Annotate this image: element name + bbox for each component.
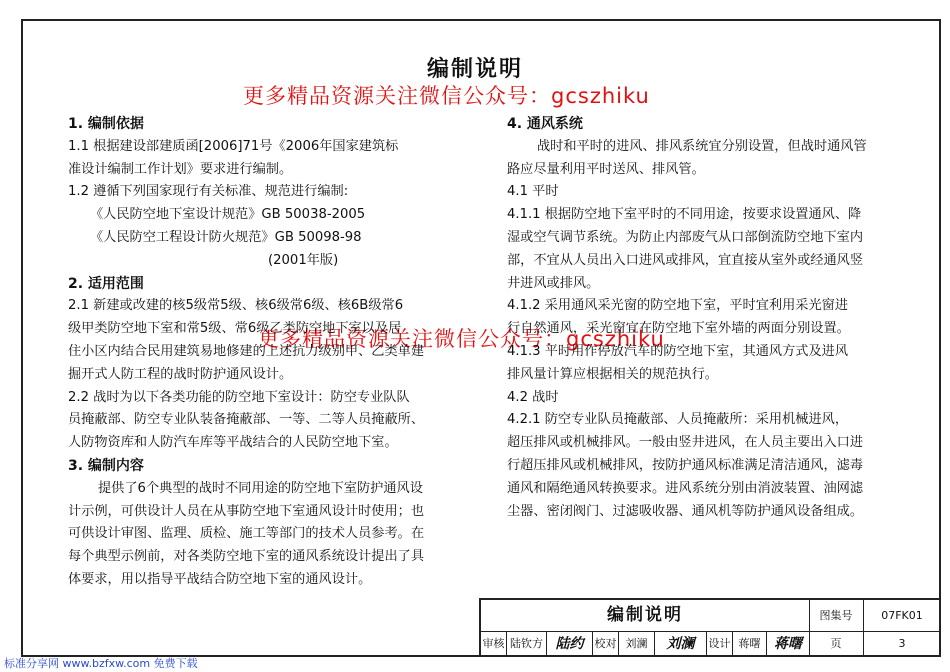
text-line: 人防物资库和人防汽车库等平战结合的人民防空地下室。 [68, 435, 398, 451]
left-column [68, 113, 460, 592]
designer-signature: 蒋曙 [774, 636, 802, 652]
text-line: 每个典型示例前，对各类防空地下室的通风系统设计提出了具 [68, 549, 425, 565]
text-line: 行自然通风，采光窗宜在防空地下室外墙的两面分别设置。 [507, 321, 850, 337]
text-line: 级甲类防空地下室和常5级、常6级乙类防空地下室以及居 [68, 321, 402, 337]
right-column [507, 113, 897, 523]
atlas-number-value: 07FK01 [863, 600, 941, 632]
text-line: 排风量计算应根据相关的规范执行。 [507, 366, 718, 382]
text-line: 2.2 战时为以下各类功能的防空地下室设计：防空专业队队 [68, 389, 410, 405]
text-line: 通风和隔绝通风转换要求。进风系统分别由消波装置、油网滤 [507, 480, 864, 496]
text-line: 1.1 根据建设部建质函[2006]71号《2006年国家建筑标 [68, 138, 399, 154]
reviewer-name: 陆钦方 [507, 631, 547, 657]
proofer-signature: 刘澜 [655, 631, 707, 657]
text-line: 提供了6个典型的战时不同用途的防空地下室防护通风设 [98, 480, 423, 496]
footer-credit: 标准分享网 www.bzfxw.com 免费下载 [4, 657, 198, 670]
section-heading: 2. 适用范围 [68, 275, 144, 292]
text-line: 超压排风或机械排风。一般由竖井进风，在人员主要出入口进 [507, 435, 864, 451]
signature-row [481, 631, 810, 657]
text-line: 住小区内结合民用建筑易地修建的上述抗力级别甲、乙类单建 [68, 343, 425, 359]
text-line: 4.2.1 防空专业队员掩蔽部、人员掩蔽所：采用机械进风， [507, 412, 849, 428]
text-line: 1.2 遵循下列国家现行有关标准、规范进行编制: [68, 184, 349, 200]
text-line: 准设计编制工作计划》要求进行编制。 [68, 161, 293, 177]
proof-label: 校对 [593, 631, 619, 657]
reviewer-signature: 陆约 [547, 631, 593, 657]
title-block-name: 编制说明 [481, 600, 810, 632]
text-line: 4.1 平时 [507, 184, 559, 200]
designer-name: 蒋曙 [733, 631, 767, 657]
text-line: 体要求，用以指导平战结合防空地下室的通风设计。 [68, 571, 372, 587]
text-line: 4.2 战时 [507, 389, 559, 405]
page-label: 页 [809, 631, 864, 657]
text-line: 战时和平时的进风、排风系统宜分别设置，但战时通风管 [537, 138, 867, 154]
section-heading: 1. 编制依据 [68, 116, 144, 132]
text-line: 尘器、密闭阀门、过滤吸收器、通风机等防护通风设备组成。 [507, 503, 864, 519]
document-title: 编制说明 [426, 57, 523, 82]
watermark-middle: 更多精品资源关注微信公众号：gcszhiku [258, 327, 665, 351]
design-label: 设计 [707, 631, 733, 657]
text-line: 4.1.1 根据防空地下室平时的不同用途，按要求设置通风、降 [507, 207, 862, 223]
text-line: 《人民防空工程设计防火规范》GB 50098-98 [90, 229, 362, 245]
text-line: (2001年版) [268, 252, 339, 268]
proofer-name: 刘澜 [619, 631, 655, 657]
text-line: 行超压排风或机械排风，按防护通风标准满足清洁通风，滤毒 [507, 457, 864, 473]
text-line: 《人民防空地下室设计规范》GB 50038-2005 [90, 207, 366, 223]
text-line: 4.1.3 平时用作停放汽车的防空地下室，其通风方式及进风 [507, 343, 849, 359]
atlas-number-label: 图集号 [809, 600, 864, 632]
section-heading: 4. 通风系统 [507, 116, 583, 132]
text-line: 湿或空气调节系统。为防止内部废气从口部倒流防空地下室内 [507, 229, 864, 245]
text-line: 路应尽量利用平时送风、排风管。 [507, 161, 705, 177]
text-line: 员掩蔽部、防空专业队装备掩蔽部、一等、二等人员掩蔽所、 [68, 412, 425, 428]
text-line: 井进风或排风。 [507, 275, 600, 291]
review-label: 审核 [481, 631, 507, 657]
section-heading: 3. 编制内容 [68, 457, 144, 474]
text-line: 可供设计审图、监理、质检、施工等部门的技术人员参考。在 [68, 526, 425, 542]
page-number: 3 [898, 637, 906, 650]
text-line: 计示例，可供设计人员在从事防空地下室通风设计时使用；也 [68, 503, 425, 519]
title-block [479, 598, 941, 657]
text-line: 2.1 新建或改建的核5级常5级、核6级常6级、核6B级常6 [68, 298, 404, 314]
text-line: 部，不宜从人员出入口进风或排风，宜直接从室外或经通风竖 [507, 252, 864, 268]
text-line: 掘开式人防工程的战时防护通风设计。 [68, 366, 293, 382]
text-line: 4.1.2 采用通风采光窗的防空地下室，平时宜利用采光窗进 [507, 298, 849, 314]
watermark-top: 更多精品资源关注微信公众号：gcszhiku [243, 84, 650, 108]
